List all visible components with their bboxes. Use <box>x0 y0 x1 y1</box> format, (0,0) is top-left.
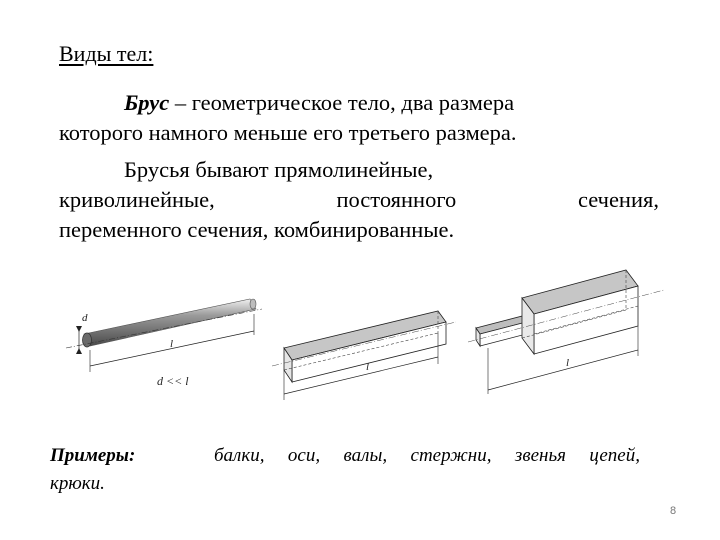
examples-label: Примеры: <box>50 445 136 466</box>
example-word: балки, <box>214 445 265 466</box>
example-word: звенья <box>514 445 566 466</box>
label-relation: d << l <box>157 374 189 388</box>
types-word: постоянного <box>336 187 457 212</box>
examples-words <box>214 442 640 470</box>
example-word: оси, <box>287 445 321 466</box>
definition-line-1 <box>59 88 659 118</box>
slide-title: Виды тел: <box>59 41 154 66</box>
example-word: цепей, <box>589 445 640 466</box>
beam-label-l: l <box>366 361 370 373</box>
examples-block <box>50 442 640 498</box>
examples-line-1 <box>50 442 640 470</box>
stepped-figure <box>468 262 668 402</box>
examples-line-2: крюки. <box>50 473 105 494</box>
rod-far-end <box>250 299 256 309</box>
types-line-2 <box>59 185 659 215</box>
rod-figure <box>62 290 267 390</box>
example-word: валы, <box>343 445 388 466</box>
page-number: 8 <box>670 505 677 517</box>
stepped-dimension-line <box>488 350 638 390</box>
types-line-3: переменного сечения, комбинированные. <box>59 217 455 242</box>
label-d: d <box>82 312 88 324</box>
types-word: сечения, <box>577 187 659 212</box>
term-brus: Брус <box>124 90 170 115</box>
definition-line-2: которого намного меньше его третьего размера. <box>59 120 517 145</box>
definition-text: – геометрическое тело, два размера <box>169 90 515 115</box>
types-word: криволинейные, <box>59 187 215 212</box>
stepped-label-l: l <box>566 357 570 369</box>
rod-end <box>83 333 92 347</box>
beam-figure <box>268 290 460 405</box>
example-word: стержни, <box>410 445 492 466</box>
types-paragraph <box>59 155 659 245</box>
types-line-1: Брусья бывают прямолинейные, <box>124 157 434 182</box>
definition-paragraph <box>59 88 659 148</box>
label-l: l <box>170 338 174 350</box>
